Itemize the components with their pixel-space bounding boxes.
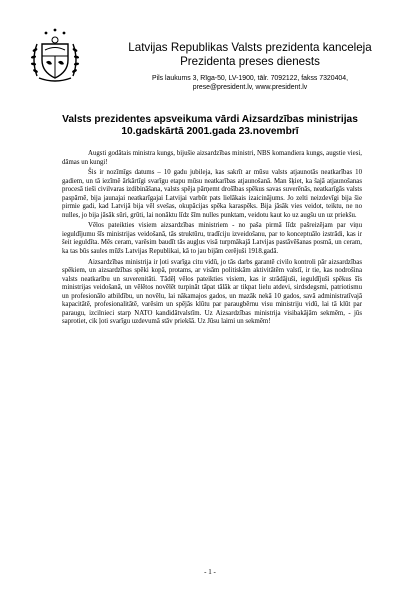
paragraph-2: Šis ir nozīmīgs datums – 10 gadu jubileja, kas sakrīt ar mūsu valsts atjaunotās neatkarības 10 gadiem, un tā iezīmē ārkārtīgi svarīgu etapu mūsu neatkarības atjaunošanā. Man šķiet, ka šajā atjaunošanas procesā tieši civilvaras izdibināšana, valsts spēja pārņemt drošības spēkus savas suverēnās, neatkarīgās valsts paspārnē, bija jaunajai neatkarīgajai Latvijai varbūt pats lielākais izaicinājums. Jo zelti neizdevīgi bija šie pirmie gadi, kad Latvijā bija vēl svešas, okupācijas spēka karaspēks. Bija jāsāk vies veidot, teiktu, ne no nulles, jo bija jāsāk sūri, grūti, lai nonāktu līdz šīm nulles punktam, veidotu kaut ko uz augšu un uz priekšu. [62,169,362,219]
paragraph-3: Vēlos pateikties visiem aizsardzības ministriem - no paša pirmā līdz pašreizējam par viņu ieguldījumu šīs ministrijas veidošanā, tās struktūru, tradīciju izveidošanu, par to konceptuālo izstrādi, kas ir šeit ieguldīta. Mēs ceram, varēsim baudīt tās augļus visā turpmākajā Latvijas pastāvēšanas posmā, un ceram, ka tas būs saules mūžs Latvijas Republikai, kā to jau bijām cerējuši 1918.gadā. [62,222,362,256]
coat-of-arms-icon [29,26,81,86]
speech-body [62,150,362,329]
contact-address: Pils laukums 3, Rīga-50, LV-1900, tālr. 7092122, fakss 7320404, [152,75,348,82]
contact-email-web: prese@president.lv, www.president.lv [192,84,308,91]
paragraph-greeting: Augsti godātais ministra kungs, bijušie aizsardzības ministri, NBS komandiera kungs, augstie viesi, dāmas un kungi! [62,150,362,166]
page-number: - 1 - [204,568,216,576]
letterhead [0,0,420,120]
document-title-line1: Valsts prezidentes apsveikuma vārdi Aizsardzības ministrijas [62,114,358,125]
document-title-line2: 10.gadskārtā 2001.gada 23.novembrī [121,126,299,137]
department-name: Prezidenta preses dienests [180,55,320,68]
paragraph-4: Aizsardzības ministrija ir ļoti svarīga citu vidū, jo tās darbs garantē civilo kontroli pār aizsardzības spēkiem, un aizsardzības spēki kopā, protams, ar visām politiskām aktivitātēm valstī, ir tie, kas nodrošina valsts neatkarību un suverenitāti. Tādēļ vēlos pateikties visiem, kas ir strādājuši, ieguldījuši spēkus šīs ministrijas veidošanā, un vēlētos novēlēt turpināt tāpat tālāk ar tikpat lielu atdevi, sirdsdegsmi, patriotismu un profesionālo atbildību, un novēlu, lai nākamajos gados, un mazāk nekā 10 gados, savā administratīvajā kapacitātē, profesionalitātē, varēsim un spējās klūtu par paraugbērnu visu ministriju vidū, lai tā klūt par paraugu, izcilnieci starp NATO kandidātvalstīm. Uz Aizsardzības ministrija visibakājām sekmēm, - jūs saprotiet, cik ļoti svarīgu uzdevumā stāv priekšā. Uz Jūsu laimi un sekmēm! [62,258,362,326]
organization-name: Latvijas Republikas Valsts prezidenta kanceleja [128,41,372,54]
